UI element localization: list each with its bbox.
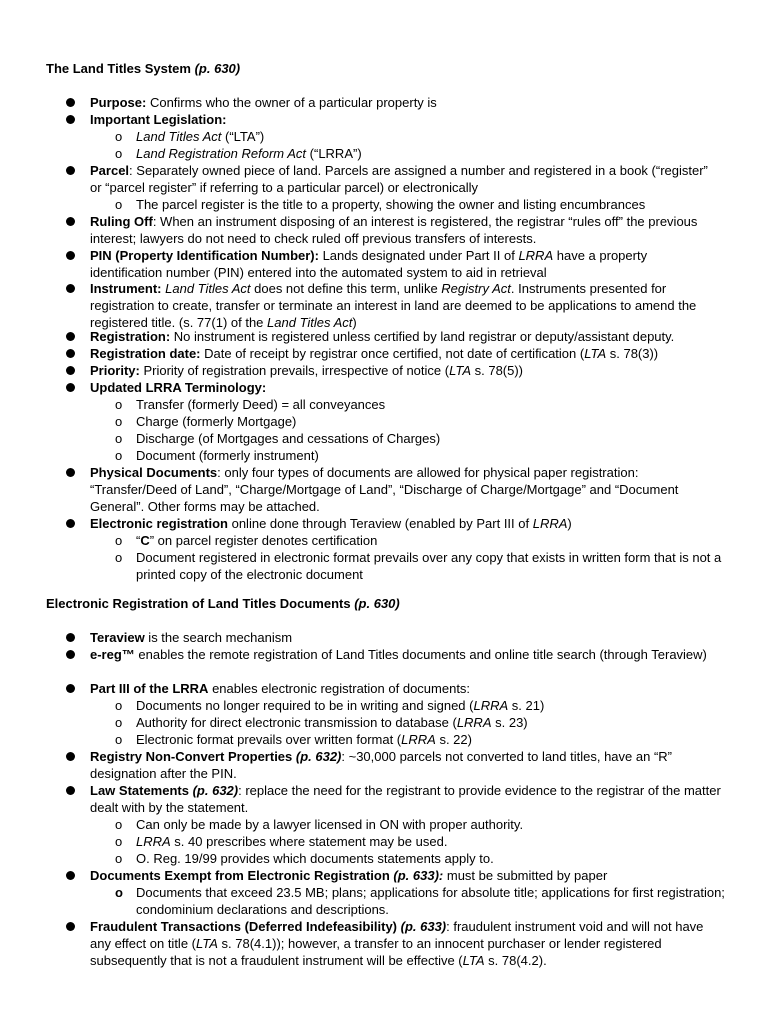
circle-bullet-icon: o [115,715,123,730]
sub-item: o The parcel register is the title to a property, showing the owner and listing encumbrances [115,197,646,212]
bullet-icon [66,468,75,477]
list-item-registration-date: Registration date: Date of receipt by registrar once certified, not date of certification (LTA s. 78(3)) [90,345,722,362]
bullet-icon [66,349,75,358]
list-item-terminology: Updated LRRA Terminology: [90,379,722,396]
sub-item: o Documents no longer required to be in writing and signed (LRRA s. 21) [115,698,545,713]
circle-bullet-icon: o [115,533,123,548]
circle-bullet-icon: o [115,146,123,161]
list-item-priority: Priority: Priority of registration prevails, irrespective of notice (LTA s. 78(5)) [90,362,722,379]
bullet-icon [66,332,75,341]
list-item-instrument: Instrument: Land Titles Act does not define this term, unlike Registry Act. Instruments presented for registration to create, transfer or terminate an interest in land are deemed to be applications to amend the registered title. (s. 77(1) of the Land Titles Act) [90,280,722,331]
sub-item: o LRRA s. 40 prescribes where statement may be used. [115,834,448,849]
circle-bullet-icon: o [115,885,123,900]
list-item-legislation: Important Legislation: [90,111,722,128]
bullet-icon [66,98,75,107]
list-item-ruling-off: Ruling Off: When an instrument disposing of an interest is registered, the registrar “rules off” the previous interest; lawyers do not need to check ruled off previous transfers of interests. [90,213,722,247]
sub-item: o Transfer (formerly Deed) = all conveyances [115,397,386,412]
circle-bullet-icon: o [115,550,123,565]
circle-bullet-icon: o [115,817,123,832]
circle-bullet-icon: o [115,834,123,849]
sub-item: o Document registered in electronic format prevails over any copy that exists in written form that is not a printed copy of the electronic document [115,550,722,582]
list-item-teraview: Teraview is the search mechanism [90,629,722,646]
bullet-icon [66,366,75,375]
list-item-parcel: Parcel: Separately owned piece of land. Parcels are assigned a number and registered in a book (“register” or “parcel register” if referring to a particular parcel) or electronically [90,162,722,196]
sub-item: o Discharge (of Mortgages and cessations of Charges) [115,431,441,446]
sub-item: o “C” on parcel register denotes certification [115,533,378,548]
sub-item: o Can only be made by a lawyer licensed in ON with proper authority. [115,817,524,832]
page-reference: (p. 630) [354,596,400,611]
circle-bullet-icon: o [115,732,123,747]
list-item-electronic-registration: Electronic registration online done through Teraview (enabled by Part III of LRRA) [90,515,722,532]
section-title: The Land Titles System [46,61,191,76]
bullet-icon [66,922,75,931]
bullet-icon [66,383,75,392]
bullet-icon [66,786,75,795]
sub-item: o Land Registration Reform Act (“LRRA”) [115,146,362,161]
sub-item: o Document (formerly instrument) [115,448,319,463]
list-item-registration: Registration: No instrument is registered unless certified by land registrar or deputy/assistant deputy. [90,328,722,345]
bullet-icon [66,519,75,528]
circle-bullet-icon: o [115,698,123,713]
list-item-e-reg: e-reg™ enables the remote registration of Land Titles documents and online title search (through Teraview) [90,646,722,663]
sub-item: o Electronic format prevails over written format (LRRA s. 22) [115,732,472,747]
list-item-part-iii: Part III of the LRRA enables electronic registration of documents: [90,680,722,697]
bullet-icon [66,251,75,260]
circle-bullet-icon: o [115,129,123,144]
sub-item: o O. Reg. 19/99 provides which documents statements apply to. [115,851,494,866]
bullet-icon [66,166,75,175]
bullet-icon [66,217,75,226]
list-item-pin: PIN (Property Identification Number): Lands designated under Part II of LRRA have a property identification number (PIN) entered into the automated system to aid in retrieval [90,247,722,281]
list-item-purpose: Purpose: Confirms who the owner of a particular property is [90,94,722,111]
bullet-icon [66,650,75,659]
section-title: Electronic Registration of Land Titles Documents [46,596,351,611]
bullet-icon [66,871,75,880]
section-heading [46,60,240,77]
list-item-physical-documents: Physical Documents: only four types of documents are allowed for physical paper registration: “Transfer/Deed of Land”, “Charge/Mortgage of Land”, “Discharge of Charge/Mortgage” and “Document General”. Other forms may be attached. [90,464,722,515]
sub-item: o Authority for direct electronic transmission to database (LRRA s. 23) [115,715,528,730]
circle-bullet-icon: o [115,197,123,212]
bullet-icon [66,752,75,761]
list-item-law-statements: Law Statements (p. 632): replace the need for the registrant to provide evidence to the registrar of the matter dealt with by the statement. [90,782,722,816]
list-item-registry-non-convert: Registry Non-Convert Properties (p. 632): ~30,000 parcels not converted to land titles, have an “R” designation after the PIN. [90,748,722,782]
bullet-icon [66,115,75,124]
circle-bullet-icon: o [115,397,123,412]
list-item-fraudulent-transactions: Fraudulent Transactions (Deferred Indefeasibility) (p. 633): fraudulent instrument void and will not have any effect on title (LTA s. 78(4.1)); however, a transfer to an innocent purchaser or lender registered subsequently that is not a fraudulent instrument will be effective (LTA s. 78(4.2). [90,918,722,969]
bullet-icon [66,684,75,693]
bullet-icon [66,633,75,642]
section-heading [46,595,400,612]
list-item-documents-exempt: Documents Exempt from Electronic Registration (p. 633): must be submitted by paper [90,867,722,884]
sub-item: o Charge (formerly Mortgage) [115,414,297,429]
circle-bullet-icon: o [115,431,123,446]
page-reference: (p. 630) [194,61,241,76]
sub-item: o Documents that exceed 23.5 MB; plans; applications for absolute title; applications for first registration; condominium declarations and descriptions. [115,885,725,917]
bullet-icon [66,284,75,293]
circle-bullet-icon: o [115,448,123,463]
sub-item: o Land Titles Act (“LTA”) [115,129,265,144]
circle-bullet-icon: o [115,414,123,429]
circle-bullet-icon: o [115,851,123,866]
